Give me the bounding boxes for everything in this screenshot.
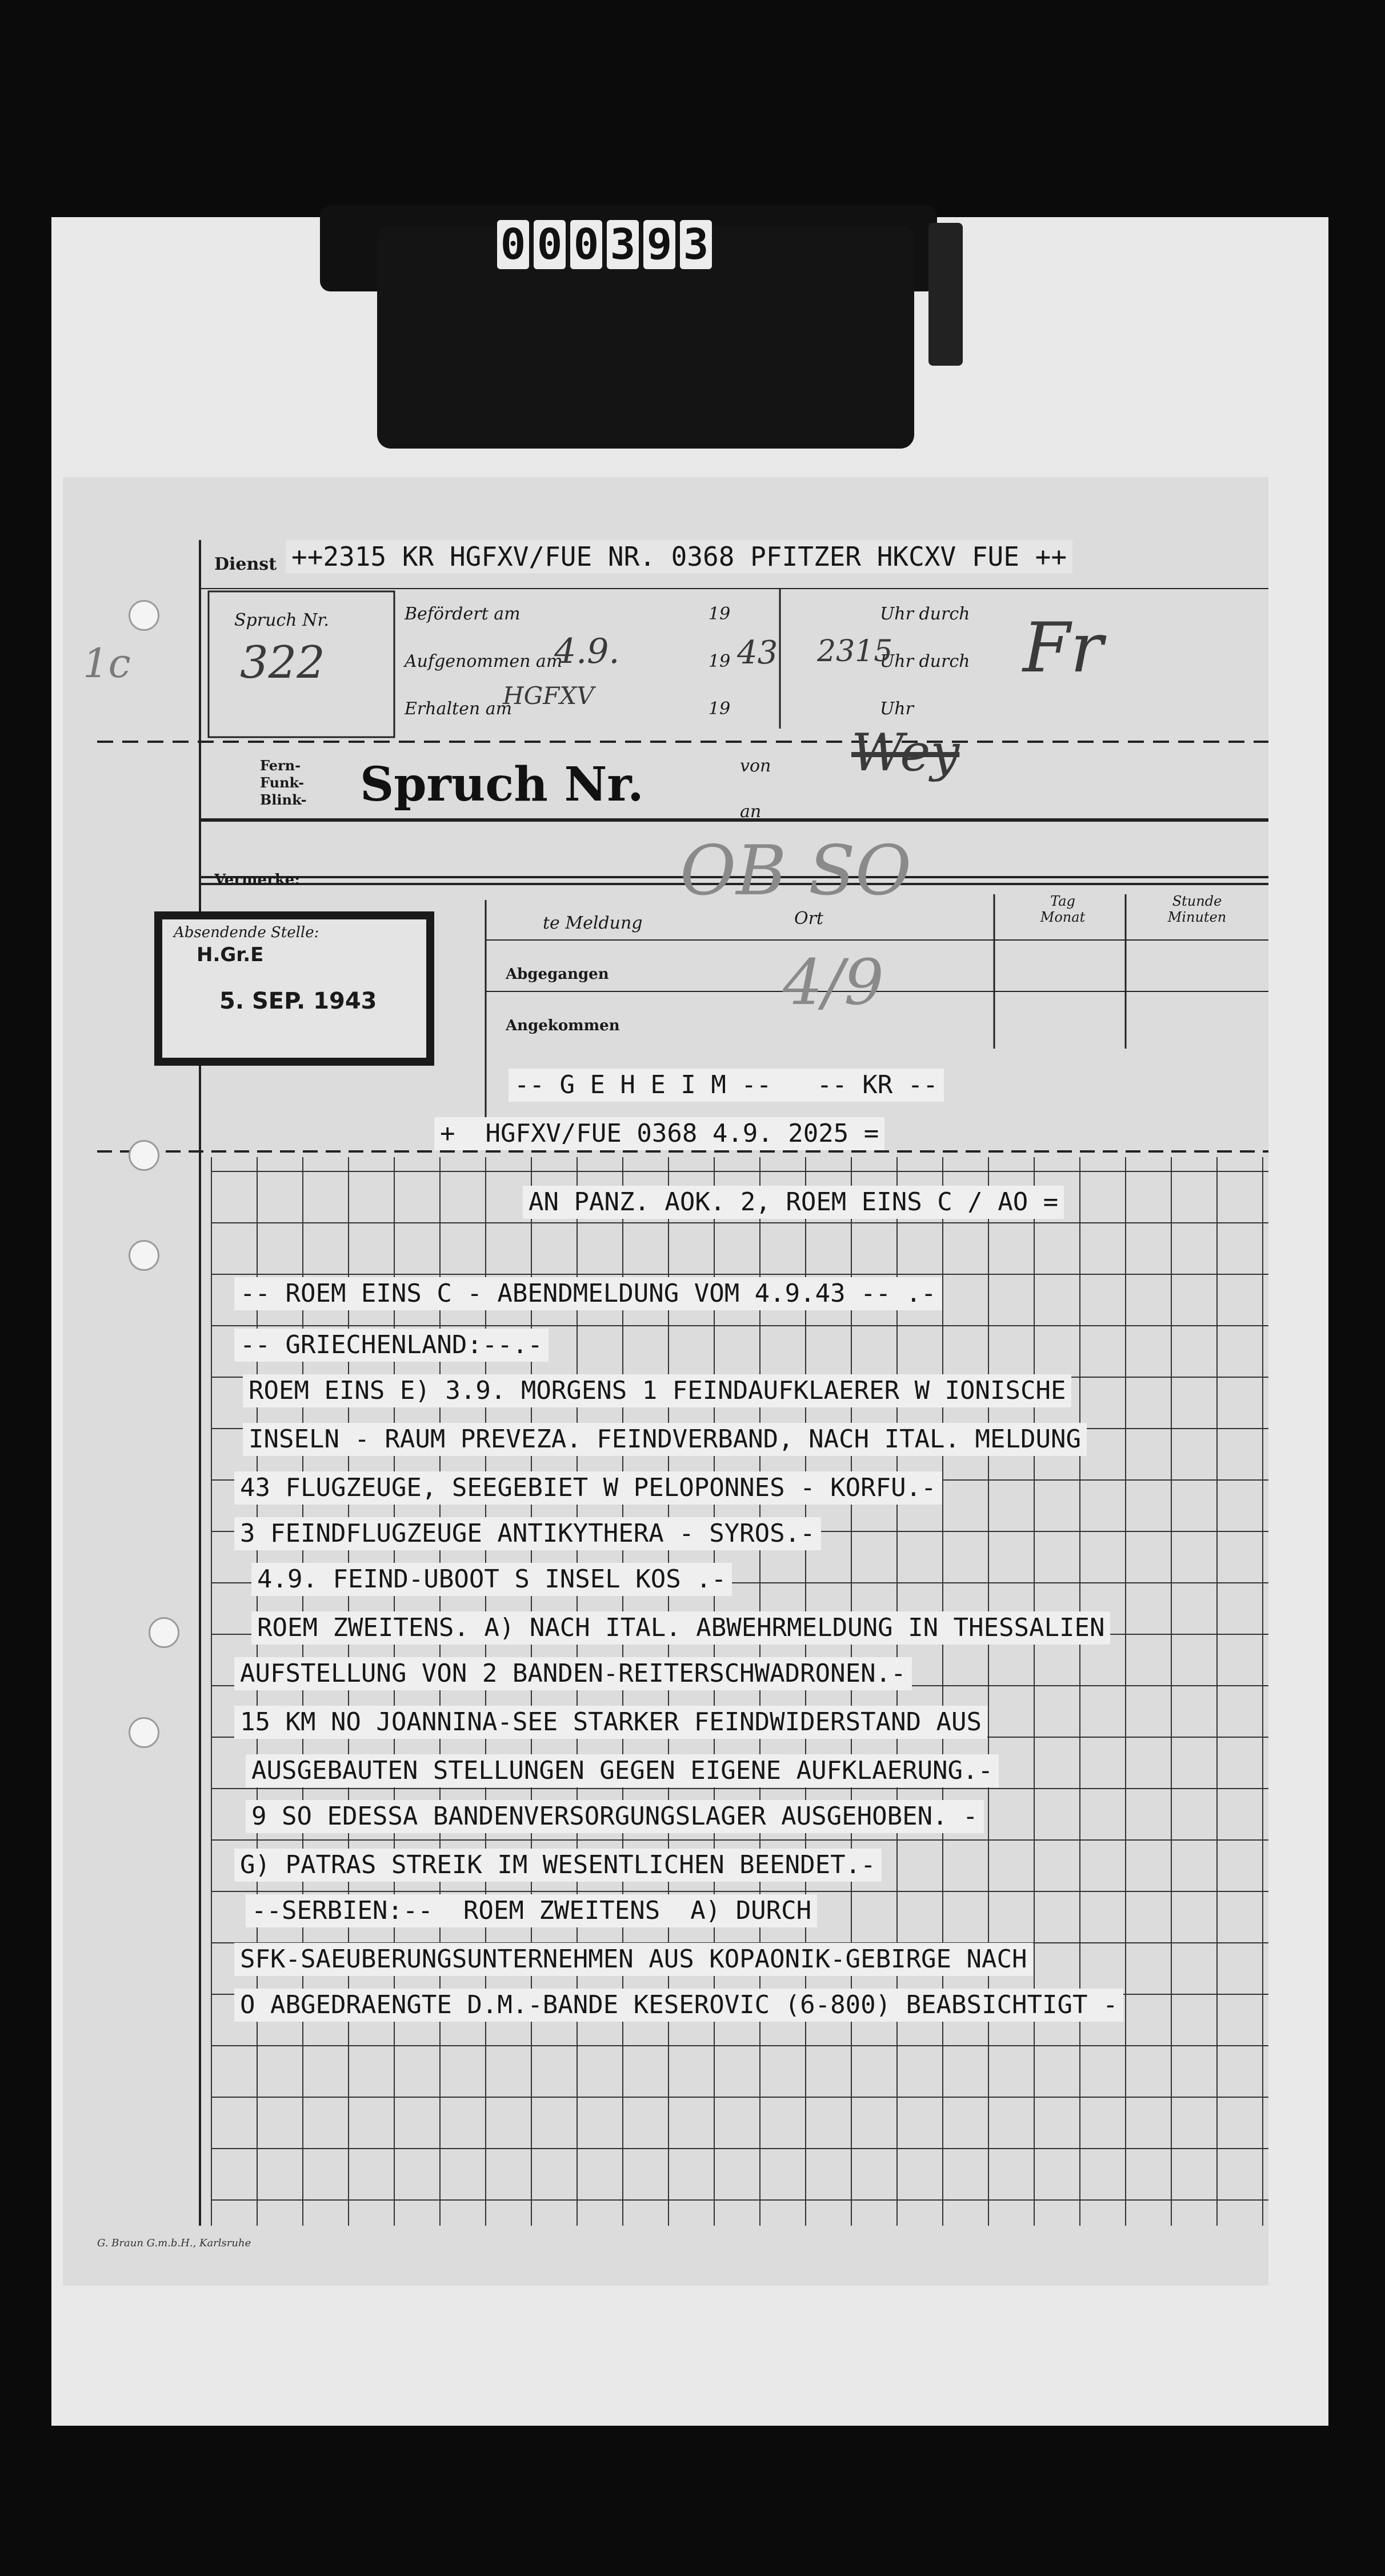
angekommen-label: Angekommen — [506, 1017, 620, 1034]
year-prefix: 19 — [708, 651, 731, 671]
dienst-label: Dienst — [214, 554, 277, 574]
an-label: an — [740, 802, 762, 822]
operator-signature: Fr — [1023, 609, 1103, 688]
funk-label: Funk- — [260, 774, 305, 791]
stunde-label: Stunde — [1172, 893, 1222, 909]
von-label: von — [740, 756, 771, 776]
printer-imprint: G. Braun G.m.b.H., Karlsruhe — [97, 2237, 251, 2249]
stunde-minuten-label — [1131, 893, 1263, 925]
counter-digit: 0 — [497, 220, 529, 269]
message-line: -- ROEM EINS C - ABENDMELDUNG VOM 4.9.43 -- .- — [234, 1277, 942, 1310]
counter-digit: 3 — [607, 220, 639, 269]
spruch-title: Spruch Nr. — [360, 757, 644, 812]
message-line: ROEM EINS E) 3.9. MORGENS 1 FEINDAUFKLAERER W IONISCHE — [243, 1374, 1071, 1407]
aufgenommen-year: 43 — [737, 634, 778, 671]
pencil-annotation: OB SO — [680, 831, 912, 911]
fern-funk-blink-labels — [260, 757, 307, 809]
message-line: + HGFXV/FUE 0368 4.9. 2025 = — [434, 1117, 884, 1150]
message-line: 4.9. FEIND-UBOOT S INSEL KOS .- — [251, 1563, 732, 1596]
message-line: O ABGEDRAENGTE D.M.-BANDE KESEROVIC (6-800) BEABSICHTIGT - — [234, 1989, 1123, 2022]
counter-knob — [928, 223, 963, 366]
fern-label: Fern- — [260, 757, 301, 774]
uhr-durch-label: Uhr durch — [880, 604, 970, 624]
minuten-label: Minuten — [1167, 909, 1227, 925]
counter-digit: 3 — [680, 220, 712, 269]
margin-note: 1c — [83, 640, 131, 687]
message-line: AUSGEBAUTEN STELLUNGEN GEGEN EIGENE AUFKLAERUNG.- — [246, 1754, 999, 1787]
header-transmission-line: ++2315 KR HGFXV/FUE NR. 0368 PFITZER HKCXV FUE ++ — [286, 540, 1072, 573]
message-line: -- GRIECHENLAND:--.- — [234, 1329, 549, 1362]
year-prefix: 19 — [708, 699, 731, 719]
punch-hole — [129, 600, 159, 631]
counter-digit: 9 — [643, 220, 675, 269]
message-line: --SERBIEN:-- ROEM ZWEITENS A) DURCH — [246, 1894, 817, 1927]
message-line: G) PATRAS STREIK IM WESENTLICHEN BEENDET.- — [234, 1849, 882, 1882]
message-line: 9 SO EDESSA BANDENVERSORGUNGSLAGER AUSGEHOBEN. - — [246, 1800, 984, 1833]
uhr-label: Uhr — [880, 699, 914, 719]
punch-hole — [129, 1140, 159, 1171]
counter-digit: 0 — [570, 220, 602, 269]
vermerke-label: Vermerke: — [214, 871, 300, 889]
stamp-abs-label: Absendende Stelle: — [174, 924, 319, 941]
uhr-time: 2315 — [817, 634, 893, 669]
frame-counter — [497, 220, 712, 270]
counter-digit: 0 — [534, 220, 566, 269]
message-line: ROEM ZWEITENS. A) NACH ITAL. ABWEHRMELDUNG IN THESSALIEN — [251, 1611, 1110, 1645]
message-line: AN PANZ. AOK. 2, ROEM EINS C / AO = — [523, 1186, 1064, 1219]
aufgenommen-date: 4.9. — [554, 631, 620, 671]
befoerdert-label: Befördert am — [405, 604, 521, 624]
meldung-label: te Meldung — [543, 913, 643, 933]
punch-hole — [129, 1240, 159, 1271]
tag-label: Tag — [1050, 893, 1075, 909]
von-signature: Wey — [851, 723, 960, 783]
tag-monat-label — [1000, 893, 1126, 925]
message-line: 3 FEINDFLUGZEUGE ANTIKYTHERA - SYROS.- — [234, 1517, 821, 1550]
blink-label: Blink- — [260, 791, 307, 808]
aufgenommen-label: Aufgenommen am — [405, 651, 563, 671]
message-line: 43 FLUGZEUGE, SEEGEBIET W PELOPONNES - KORFU.- — [234, 1471, 942, 1505]
spruch-nr-value: 322 — [240, 637, 325, 689]
spruch-nr-label: Spruch Nr. — [234, 610, 329, 630]
punch-hole — [129, 1717, 159, 1748]
ort-label: Ort — [794, 909, 823, 929]
stamp-date: 5. SEP. 1943 — [219, 988, 377, 1014]
erhalten-label: Erhalten am — [405, 699, 513, 719]
monat-label: Monat — [1040, 909, 1086, 925]
stamp-unit: H.Gr.E — [197, 943, 264, 966]
received-stamp — [154, 911, 434, 1066]
message-line: 15 KM NO JOANNINA-SEE STARKER FEINDWIDERSTAND AUS — [234, 1706, 987, 1739]
pencil-annotation-date: 4/9 — [783, 946, 884, 1019]
uhr-durch-label: Uhr durch — [880, 651, 970, 671]
abgegangen-label: Abgegangen — [506, 966, 609, 983]
erhalten-value: HGFXV — [503, 682, 594, 710]
year-prefix: 19 — [708, 604, 731, 624]
message-line: -- G E H E I M -- -- KR -- — [509, 1069, 944, 1102]
message-line: SFK-SAEUBERUNGSUNTERNEHMEN AUS KOPAONIK-GEBIRGE NACH — [234, 1943, 1033, 1976]
punch-hole — [149, 1617, 179, 1648]
message-line: AUFSTELLUNG VON 2 BANDEN-REITERSCHWADRONEN.- — [234, 1657, 912, 1690]
message-line: INSELN - RAUM PREVEZA. FEINDVERBAND, NACH ITAL. MELDUNG — [243, 1423, 1087, 1456]
telegram-form — [63, 477, 1268, 2286]
